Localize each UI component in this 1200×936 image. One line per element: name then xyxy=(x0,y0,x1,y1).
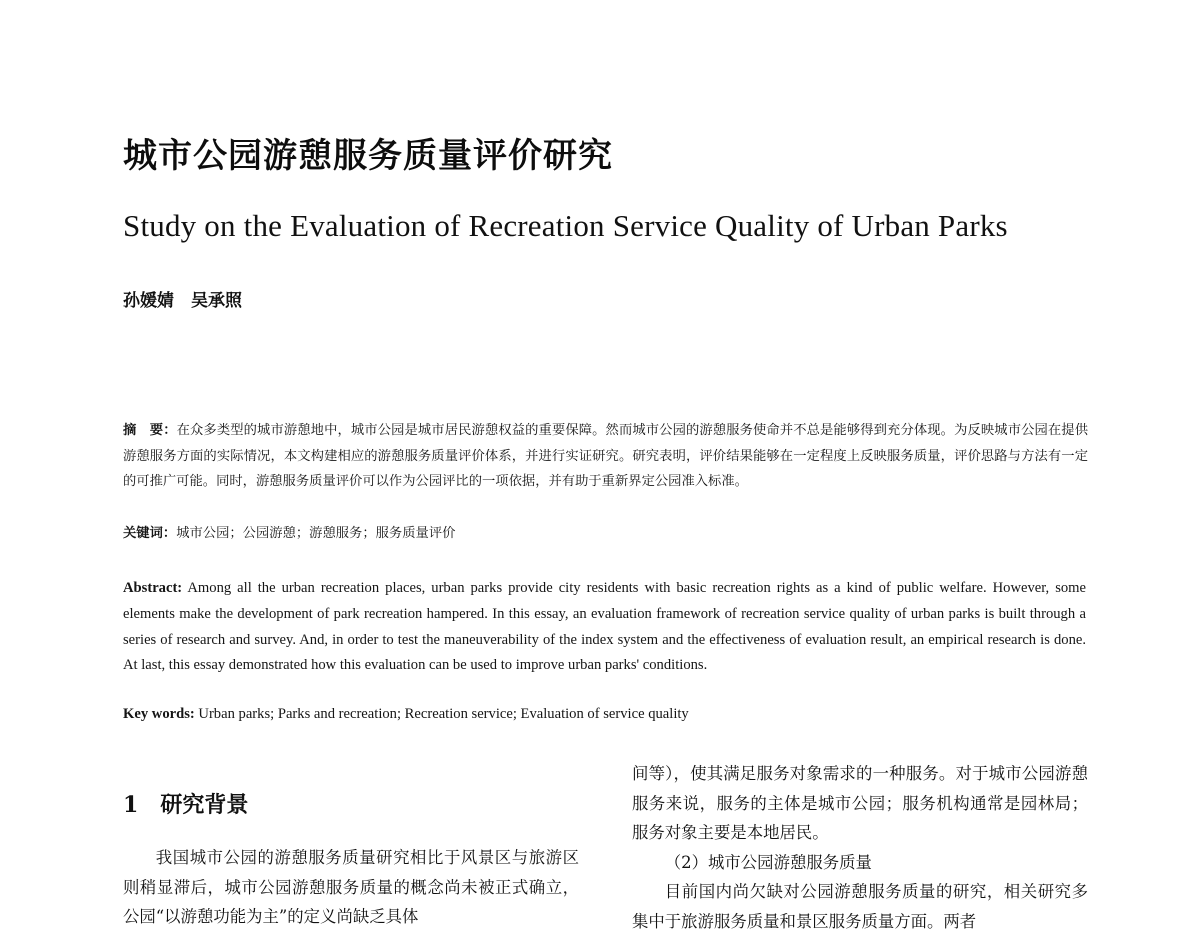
abstract-english xyxy=(123,576,1086,679)
left-column-body xyxy=(123,843,579,932)
keywords-chinese-text: 城市公园；公园游憩；游憩服务；服务质量评价 xyxy=(176,526,456,541)
abstract-english-text: Among all the urban recreation places, urban parks provide city residents with basic recreation rights as a kind of public welfare. However, some elements make the development of park recreation hampered. In this essay, an evaluation framework of recreation service quality of urban parks is built through a series of research and survey. And, in order to test the maneuverability of the index system and the effectiveness of evaluation result, an empirical research is done. At last, this essay demonstrated how this evaluation can be used to improve urban parks' conditions. xyxy=(123,580,1087,674)
keywords-english xyxy=(123,706,689,723)
subsection-heading: （2）城市公园游憩服务质量 xyxy=(664,852,872,872)
body-paragraph: 目前国内尚欠缺对公园游憩服务质量的研究，相关研究多集中于旅游服务质量和景区服务质量方面。两者 xyxy=(632,882,1088,931)
keywords-chinese xyxy=(123,522,455,541)
body-paragraph: 我国城市公园的游憩服务质量研究相比于风景区与旅游区则稍显滞后，城市公园游憩服务质量的概念尚未被正式确立，公园“以游憩功能为主”的定义尚缺乏具体 xyxy=(123,848,579,926)
abstract-english-label: Abstract: xyxy=(123,580,183,596)
paper-title-chinese: 城市公园游憩服务质量评价研究 xyxy=(123,136,613,176)
author-list: 孙媛婧 吴承照 xyxy=(123,291,242,311)
paper-title-english: Study on the Evaluation of Recreation Service Quality of Urban Parks xyxy=(123,208,1008,243)
keywords-english-text: Urban parks; Parks and recreation; Recreation service; Evaluation of service quality xyxy=(198,706,689,722)
abstract-chinese-text: 在众多类型的城市游憩地中，城市公园是城市居民游憩权益的重要保障。然而城市公园的游憩服务使命并不总是能够得到充分体现。为反映城市公园在提供游憩服务方面的实际情况，本文构建相应的游憩服务质量评价体系，并进行实证研究。研究表明，评价结果能够在一定程度上反映服务质量，评价思路与方法有一定的可推广可能。同时，游憩服务质量评价可以作为公园评比的一项依据，并有助于重新界定公园准入标准。 xyxy=(123,423,1089,490)
section-number: 1 xyxy=(123,792,139,818)
abstract-chinese-label: 摘 要： xyxy=(123,423,177,438)
keywords-english-label: Key words: xyxy=(123,706,195,722)
section-heading xyxy=(123,788,248,819)
abstract-chinese xyxy=(123,418,1088,495)
body-paragraph: 间等），使其满足服务对象需求的一种服务。对于城市公园游憩服务来说，服务的主体是城市公园；服务机构通常是园林局；服务对象主要是本地居民。 xyxy=(632,764,1088,842)
right-column-body xyxy=(632,759,1088,936)
keywords-chinese-label: 关键词： xyxy=(123,526,177,541)
section-title: 研究背景 xyxy=(160,792,249,818)
